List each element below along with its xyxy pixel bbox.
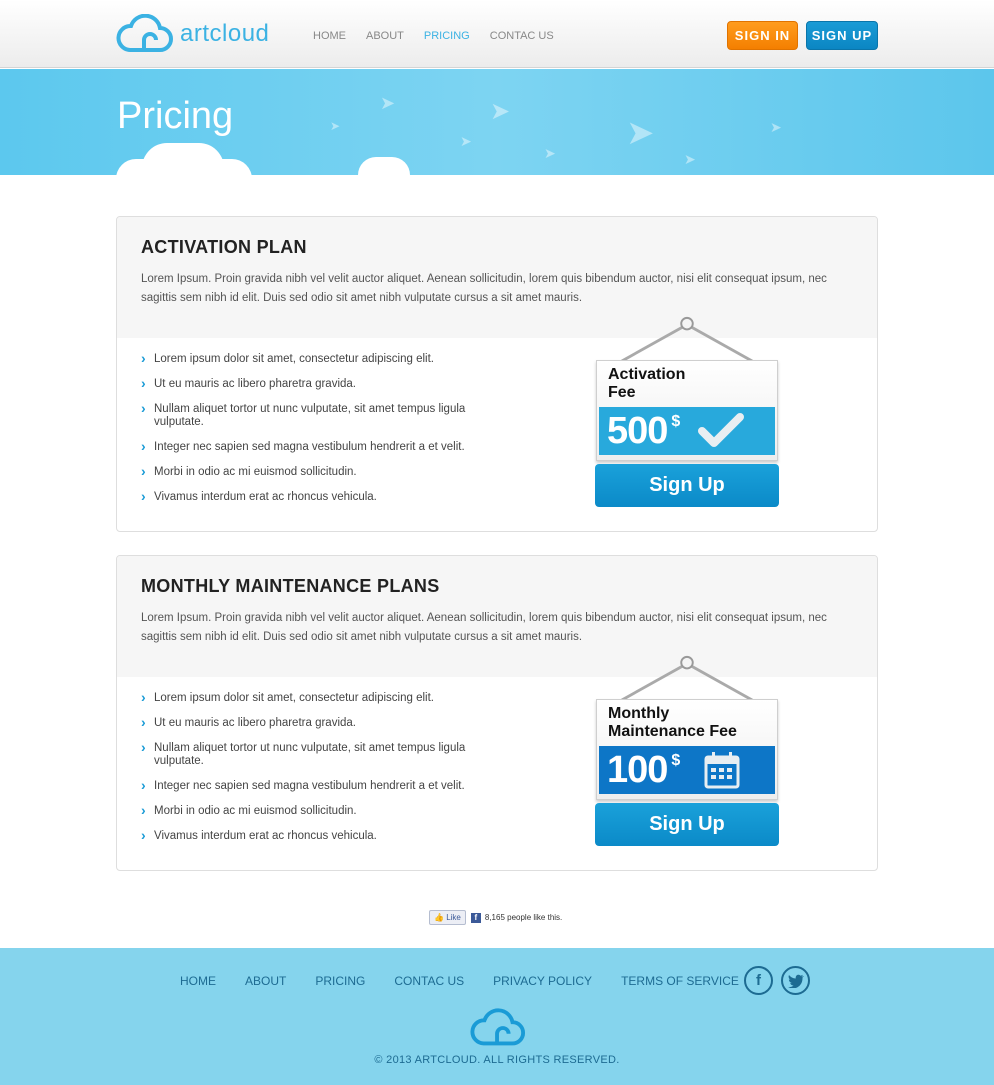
tag-board [596, 360, 778, 461]
tag-board [596, 699, 778, 800]
checkmark-icon [696, 411, 746, 451]
like-button[interactable]: 👍 Like [429, 910, 466, 925]
plan-description: Lorem Ipsum. Proin gravida nibh vel velit auctor aliquet. Aenean sollicitudin, lorem quis bibendum auctor, nisi elit consequat ipsum, nec sagittis sem nibh id elit. Duis sed odio sit amet nibh vulputate cursus a sit amet mauris. [141, 612, 827, 643]
plan-title: ACTIVATION PLAN [141, 237, 307, 257]
logo[interactable] [116, 14, 269, 54]
facebook-like-widget [429, 910, 562, 925]
footer-nav-about[interactable]: ABOUT [245, 974, 287, 988]
bird-decoration: ➤ [684, 151, 696, 167]
like-count: 8,165 people like this. [484, 913, 563, 922]
list-item: › Nullam aliquet tortor ut nunc vulputate, sit amet tempus ligula vulputate. [141, 403, 501, 429]
tag-hanger [595, 654, 779, 702]
twitter-icon[interactable] [781, 966, 810, 995]
tag-label-line: Monthly [608, 705, 670, 722]
cloud-decoration [358, 157, 410, 175]
price-value: 500 [607, 409, 668, 452]
cloud-logo-icon[interactable] [470, 1008, 526, 1048]
bird-decoration: ➤ [626, 114, 655, 152]
feature-list [141, 692, 501, 855]
price-display [599, 407, 775, 455]
calendar-icon [704, 751, 740, 789]
tag-label [608, 705, 737, 741]
header [0, 0, 994, 68]
tag-label-line: Maintenance Fee [608, 723, 737, 740]
price-tag [595, 315, 779, 509]
nav-pricing[interactable]: PRICING [423, 30, 470, 42]
plan-description: Lorem Ipsum. Proin gravida nibh vel velit auctor aliquet. Aenean sollicitudin, lorem quis bibendum auctor, nisi elit consequat ipsum, nec sagittis sem nibh id elit. Duis sed odio sit amet nibh vulputate cursus a sit amet mauris. [141, 273, 827, 304]
list-item: › Ut eu mauris ac libero pharetra gravida. [141, 717, 501, 730]
tag-hanger [595, 315, 779, 363]
footer-nav-terms[interactable]: TERMS OF SERVICE [621, 974, 739, 988]
footer-nav-pricing[interactable]: PRICING [315, 974, 366, 988]
bird-decoration: ➤ [544, 145, 556, 161]
list-item: › Integer nec sapien sed magna vestibulum hendrerit a et velit. [141, 780, 501, 793]
bird-decoration: ➤ [380, 93, 396, 113]
footer-nav [180, 974, 768, 988]
list-item: › Nullam aliquet tortor ut nunc vulputate, sit amet tempus ligula vulputate. [141, 742, 501, 768]
price-display [599, 746, 775, 794]
cloud-decoration [142, 143, 224, 175]
list-item: › Integer nec sapien sed magna vestibulum hendrerit a et velit. [141, 441, 501, 454]
tag-label-line: Activation [608, 366, 686, 383]
list-item: › Vivamus interdum erat ac rhoncus vehicula. [141, 830, 501, 843]
list-item: › Ut eu mauris ac libero pharetra gravida. [141, 378, 501, 391]
tag-label [608, 366, 685, 402]
list-item: › Lorem ipsum dolor sit amet, consectetur adipiscing elit. [141, 692, 501, 705]
footer-nav-home[interactable]: HOME [180, 974, 216, 988]
page-title: Pricing [117, 95, 234, 137]
main-nav [313, 30, 574, 42]
list-item: › Morbi in odio ac mi euismod sollicitudin. [141, 466, 501, 479]
price-currency: $ [671, 413, 681, 430]
sign-up-button[interactable]: Sign Up [595, 464, 779, 507]
footer [0, 948, 994, 1085]
plan-card-maintenance [116, 555, 878, 871]
nav-about[interactable]: ABOUT [366, 30, 404, 42]
nav-home[interactable]: HOME [313, 30, 346, 42]
plan-title: MONTHLY MAINTENANCE PLANS [141, 576, 440, 596]
price-tag [595, 654, 779, 848]
bird-decoration: ➤ [770, 119, 782, 135]
tag-label-line: Fee [608, 384, 636, 401]
facebook-icon[interactable]: f [744, 966, 773, 995]
nav-contact[interactable]: CONTAC US [489, 30, 554, 42]
list-item: › Morbi in odio ac mi euismod sollicitudin. [141, 805, 501, 818]
copyright: © 2013 ARTCLOUD. ALL RIGHTS RESERVED. [374, 1054, 620, 1066]
feature-list [141, 353, 501, 516]
cloud-logo-icon [116, 14, 174, 54]
plan-card-activation [116, 216, 878, 532]
sign-up-button[interactable]: Sign Up [595, 803, 779, 846]
list-item: › Lorem ipsum dolor sit amet, consectetur adipiscing elit. [141, 353, 501, 366]
bird-decoration: ➤ [490, 98, 511, 125]
page-banner [0, 69, 994, 175]
footer-nav-privacy[interactable]: PRIVACY POLICY [493, 974, 593, 988]
bird-decoration: ➤ [460, 133, 472, 149]
list-item: › Vivamus interdum erat ac rhoncus vehicula. [141, 491, 501, 504]
price-value: 100 [607, 748, 668, 791]
price-currency: $ [671, 752, 681, 769]
footer-nav-contact[interactable]: CONTAC US [394, 974, 465, 988]
logo-text: artcloud [180, 20, 270, 47]
bird-decoration: ➤ [330, 119, 341, 133]
like-button-label: Like [446, 913, 461, 922]
sign-up-button[interactable]: SIGN UP [806, 21, 878, 50]
sign-in-button[interactable]: SIGN IN [727, 21, 798, 50]
facebook-icon: f [471, 913, 481, 923]
